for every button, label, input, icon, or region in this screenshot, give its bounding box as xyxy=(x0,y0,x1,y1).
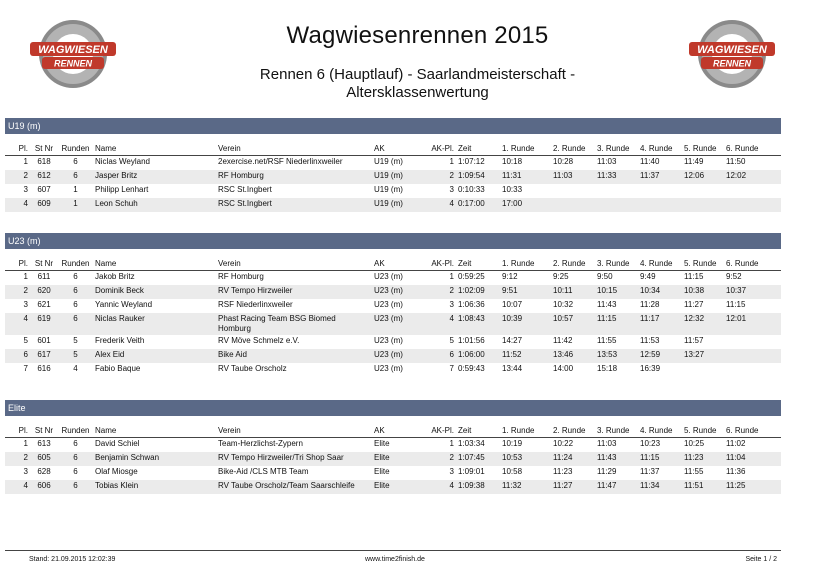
table-row xyxy=(5,349,781,363)
cell-lap-2 xyxy=(551,198,595,212)
column-header-lap-5: 5. Runde xyxy=(682,257,724,271)
cell-age-class: U23 (m) xyxy=(372,313,416,335)
cell-name: David Schiel xyxy=(95,439,140,448)
cell-age-class-place: 2 xyxy=(416,170,456,184)
column-header-lap-1: 1. Runde xyxy=(500,424,551,438)
cell-club: RV Taube Orscholz/Team Saarschleife xyxy=(216,480,372,494)
cell-total-time: 1:09:01 xyxy=(458,467,485,476)
cell-lap-1: 9:12 xyxy=(502,272,518,281)
cell-lap-4: 11:34 xyxy=(638,480,682,494)
cell-name: Tobias Klein xyxy=(93,480,216,494)
cell-lap-3: 11:55 xyxy=(597,336,617,345)
cell-lap-6 xyxy=(724,335,781,349)
section-u23 xyxy=(5,233,781,377)
table-row xyxy=(5,271,781,286)
cell-lap-3: 11:47 xyxy=(595,480,638,494)
cell-age-class-place: 6 xyxy=(416,349,456,363)
cell-total-time: 1:03:34 xyxy=(458,439,485,448)
logo-text-line2: RENNEN xyxy=(712,58,752,69)
cell-lap-3: 9:50 xyxy=(597,272,613,281)
cell-age-class-place: 2 xyxy=(416,285,456,299)
cell-place: 1 xyxy=(23,439,28,448)
cell-total-time: 1:06:36 xyxy=(458,300,485,309)
column-header-lap-2: 2. Runde xyxy=(551,424,595,438)
logo-text-line2: RENNEN xyxy=(53,58,93,69)
cell-start-number: 620 xyxy=(30,285,58,299)
cell-club: RSF Niederlinxweiler xyxy=(218,300,293,309)
cell-start-number: 611 xyxy=(37,272,51,281)
cell-lap-2: 10:32 xyxy=(553,300,574,309)
cell-lap-6: 12:01 xyxy=(724,313,781,335)
cell-lap-2: 9:25 xyxy=(553,272,569,281)
column-header-lap-3: 3. Runde xyxy=(595,424,638,438)
cell-lap-6: 12:02 xyxy=(724,170,781,184)
cell-lap-3: 11:33 xyxy=(595,170,638,184)
cell-lap-6: 9:52 xyxy=(726,272,742,281)
cell-laps: 4 xyxy=(73,364,78,373)
cell-age-class-place: 7 xyxy=(449,364,454,373)
page-subtitle: Rennen 6 (Hauptlauf) - Saarlandmeisterschaft - Altersklassenwertung xyxy=(259,66,576,101)
cell-lap-5: 11:23 xyxy=(682,452,724,466)
cell-lap-4: 11:40 xyxy=(640,157,660,166)
column-header-laps: Runden xyxy=(58,424,93,438)
cell-lap-5: 11:49 xyxy=(684,157,704,166)
column-header-name: Name xyxy=(93,424,216,438)
cell-club: Phast Racing Team BSG Biomed Homburg xyxy=(216,313,372,335)
cell-lap-1: 10:33 xyxy=(502,185,523,194)
column-header-laps: Runden xyxy=(58,142,93,156)
cell-lap-4 xyxy=(638,198,682,212)
cell-lap-2: 11:27 xyxy=(551,480,595,494)
cell-age-class-place: 3 xyxy=(449,300,454,309)
cell-total-time: 0:59:25 xyxy=(458,272,485,281)
cell-lap-2: 14:00 xyxy=(553,364,574,373)
cell-name: Niclas Rauker xyxy=(93,313,216,335)
column-header-lap-1: 1. Runde xyxy=(500,257,551,271)
column-header-name: Name xyxy=(93,142,216,156)
cell-start-number: 613 xyxy=(37,439,51,448)
column-header-age-class-place: AK-Pl. xyxy=(416,424,456,438)
cell-total-time: 1:01:56 xyxy=(458,336,485,345)
table-row xyxy=(5,480,781,494)
cell-total-time: 1:06:00 xyxy=(456,349,500,363)
cell-lap-2: 11:24 xyxy=(551,452,595,466)
cell-lap-1: 11:32 xyxy=(500,480,551,494)
cell-lap-3: 10:15 xyxy=(595,285,638,299)
cell-start-number: 605 xyxy=(30,452,58,466)
cell-lap-5: 12:32 xyxy=(682,313,724,335)
cell-lap-2: 13:46 xyxy=(551,349,595,363)
cell-lap-1: 10:58 xyxy=(502,467,523,476)
cell-name: Frederik Veith xyxy=(95,336,145,345)
cell-laps: 5 xyxy=(58,349,93,363)
cell-lap-1: 13:44 xyxy=(502,364,523,373)
cell-lap-5: 11:27 xyxy=(684,300,704,309)
cell-lap-1: 11:52 xyxy=(500,349,551,363)
cell-start-number: 601 xyxy=(37,336,51,345)
cell-lap-6: 11:04 xyxy=(724,452,781,466)
column-header-age-class-place: AK-Pl. xyxy=(416,257,456,271)
cell-age-class: U23 (m) xyxy=(372,285,416,299)
table-row xyxy=(5,335,781,349)
cell-place: 3 xyxy=(23,185,28,194)
cell-age-class-place: 3 xyxy=(449,467,454,476)
cell-age-class: Elite xyxy=(374,467,390,476)
cell-laps: 6 xyxy=(58,170,93,184)
cell-lap-6 xyxy=(724,363,781,377)
cell-lap-1: 17:00 xyxy=(500,198,551,212)
cell-place: 2 xyxy=(5,170,30,184)
cell-laps: 6 xyxy=(58,480,93,494)
cell-lap-5: 11:51 xyxy=(682,480,724,494)
cell-age-class-place: 5 xyxy=(449,336,454,345)
table-row xyxy=(5,184,781,198)
column-header-age-class: AK xyxy=(372,142,416,156)
column-header-lap-6: 6. Runde xyxy=(724,257,781,271)
cell-lap-4: 11:15 xyxy=(638,452,682,466)
cell-lap-3: 11:43 xyxy=(597,300,617,309)
cell-age-class: U23 (m) xyxy=(374,336,403,345)
cell-age-class: Elite xyxy=(374,439,390,448)
cell-total-time: 1:07:12 xyxy=(458,157,485,166)
cell-lap-3: 11:43 xyxy=(595,452,638,466)
column-header-start-number: St Nr xyxy=(30,142,58,156)
cell-start-number: 617 xyxy=(30,349,58,363)
cell-place: 7 xyxy=(23,364,28,373)
table-row xyxy=(5,452,781,466)
cell-club: RV Tempo Hirzweiler/Tri Shop Saar xyxy=(216,452,372,466)
cell-lap-4: 11:53 xyxy=(640,336,660,345)
results-table xyxy=(5,424,781,494)
cell-lap-4: 10:23 xyxy=(640,439,661,448)
section-header: U19 (m) xyxy=(5,118,781,134)
column-header-age-class: AK xyxy=(372,424,416,438)
cell-laps: 6 xyxy=(58,313,93,335)
cell-start-number: 612 xyxy=(30,170,58,184)
column-header-lap-2: 2. Runde xyxy=(551,257,595,271)
cell-lap-1: 10:19 xyxy=(502,439,523,448)
cell-lap-4: 10:34 xyxy=(638,285,682,299)
cell-club: RF Homburg xyxy=(216,170,372,184)
column-header-start-number: St Nr xyxy=(30,424,58,438)
cell-total-time: 1:09:54 xyxy=(456,170,500,184)
footer-timestamp: Stand: 21.09.2015 12:02:39 xyxy=(29,556,116,563)
cell-name: Niclas Weyland xyxy=(95,157,150,166)
cell-age-class-place: 4 xyxy=(416,480,456,494)
column-header-lap-4: 4. Runde xyxy=(638,424,682,438)
column-header-total-time: Zeit xyxy=(456,257,500,271)
cell-lap-5 xyxy=(682,184,724,198)
cell-lap-1: 10:07 xyxy=(502,300,523,309)
cell-lap-5: 10:25 xyxy=(684,439,705,448)
cell-laps: 6 xyxy=(73,157,78,166)
cell-age-class-place: 4 xyxy=(416,198,456,212)
column-header-lap-5: 5. Runde xyxy=(682,424,724,438)
column-header-place: Pl. xyxy=(5,257,30,271)
cell-laps: 6 xyxy=(73,300,78,309)
cell-place: 4 xyxy=(5,480,30,494)
cell-lap-3: 11:03 xyxy=(597,439,617,448)
cell-lap-5 xyxy=(682,198,724,212)
cell-club: RSC St.Ingbert xyxy=(218,185,272,194)
cell-total-time: 0:17:00 xyxy=(456,198,500,212)
cell-laps: 6 xyxy=(58,285,93,299)
cell-lap-6: 11:02 xyxy=(726,439,746,448)
cell-lap-2: 10:28 xyxy=(553,157,574,166)
column-header-laps: Runden xyxy=(58,257,93,271)
cell-club: RV Tempo Hirzweiler xyxy=(216,285,372,299)
column-header-club: Verein xyxy=(216,142,372,156)
cell-lap-6: 11:15 xyxy=(726,300,746,309)
column-header-lap-6: 6. Runde xyxy=(724,142,781,156)
cell-lap-3: 15:18 xyxy=(597,364,618,373)
cell-lap-1: 10:53 xyxy=(500,452,551,466)
logo-text-line1: WAGWIESEN xyxy=(38,44,108,56)
cell-lap-4: 16:39 xyxy=(640,364,661,373)
cell-age-class: U19 (m) xyxy=(374,157,403,166)
cell-total-time: 1:02:09 xyxy=(456,285,500,299)
cell-name: Jakob Britz xyxy=(95,272,135,281)
table-header-row xyxy=(5,142,781,156)
table-row xyxy=(5,466,781,480)
column-header-age-class-place: AK-Pl. xyxy=(416,142,456,156)
cell-place: 4 xyxy=(5,313,30,335)
cell-lap-5: 10:38 xyxy=(682,285,724,299)
column-header-start-number: St Nr xyxy=(30,257,58,271)
cell-lap-2: 11:23 xyxy=(553,467,573,476)
column-header-total-time: Zeit xyxy=(456,424,500,438)
cell-club: RSC St.Ingbert xyxy=(216,198,372,212)
cell-age-class-place: 3 xyxy=(449,185,454,194)
column-header-lap-1: 1. Runde xyxy=(500,142,551,156)
cell-lap-1: 9:51 xyxy=(500,285,551,299)
cell-start-number: 628 xyxy=(37,467,51,476)
cell-name: Olaf Miosge xyxy=(95,467,138,476)
table-row xyxy=(5,285,781,299)
cell-laps: 1 xyxy=(58,198,93,212)
cell-lap-3: 11:29 xyxy=(597,467,617,476)
cell-place: 3 xyxy=(23,300,28,309)
cell-start-number: 618 xyxy=(37,157,51,166)
column-header-club: Verein xyxy=(216,424,372,438)
cell-lap-6 xyxy=(724,349,781,363)
column-header-lap-4: 4. Runde xyxy=(638,257,682,271)
cell-age-class-place: 1 xyxy=(449,272,454,281)
section-header: U23 (m) xyxy=(5,233,781,249)
cell-lap-4: 12:59 xyxy=(638,349,682,363)
cell-lap-5: 11:15 xyxy=(684,272,704,281)
table-row xyxy=(5,313,781,335)
page-title: Wagwiesenrennen 2015 xyxy=(286,22,549,49)
cell-name: Philipp Lenhart xyxy=(95,185,149,194)
column-header-total-time: Zeit xyxy=(456,142,500,156)
cell-age-class-place: 1 xyxy=(449,439,454,448)
table-row xyxy=(5,438,781,453)
results-table xyxy=(5,257,781,377)
cell-age-class-place: 2 xyxy=(416,452,456,466)
cell-age-class: Elite xyxy=(372,452,416,466)
cell-lap-5: 11:57 xyxy=(684,336,704,345)
cell-club: Bike-Aid /CLS MTB Team xyxy=(218,467,309,476)
cell-place: 1 xyxy=(23,272,28,281)
cell-lap-6: 11:36 xyxy=(726,467,746,476)
cell-lap-4: 11:37 xyxy=(638,170,682,184)
table-header-row xyxy=(5,257,781,271)
cell-start-number: 607 xyxy=(37,185,51,194)
cell-age-class: Elite xyxy=(372,480,416,494)
cell-lap-1: 10:39 xyxy=(500,313,551,335)
cell-club: RV Möve Schmelz e.V. xyxy=(218,336,300,345)
cell-laps: 6 xyxy=(73,439,78,448)
cell-age-class: U23 (m) xyxy=(374,272,403,281)
cell-lap-5: 11:55 xyxy=(684,467,704,476)
cell-lap-3 xyxy=(595,198,638,212)
cell-lap-1: 11:31 xyxy=(500,170,551,184)
results-table xyxy=(5,142,781,212)
cell-name: Alex Eid xyxy=(93,349,216,363)
cell-lap-4 xyxy=(638,184,682,198)
page-footer xyxy=(5,550,781,567)
cell-lap-4: 11:28 xyxy=(640,300,660,309)
cell-lap-3: 13:53 xyxy=(595,349,638,363)
cell-name: Leon Schuh xyxy=(93,198,216,212)
cell-club: RV Taube Orscholz xyxy=(218,364,287,373)
cell-total-time: 1:09:38 xyxy=(456,480,500,494)
cell-lap-6: 11:25 xyxy=(724,480,781,494)
cell-lap-4: 11:37 xyxy=(640,467,660,476)
cell-place: 6 xyxy=(5,349,30,363)
cell-age-class: U23 (m) xyxy=(374,300,403,309)
logo-text-line1: WAGWIESEN xyxy=(697,44,767,56)
section-header: Elite xyxy=(5,400,781,416)
cell-age-class: U23 (m) xyxy=(374,364,403,373)
table-row xyxy=(5,156,781,171)
cell-lap-2: 11:42 xyxy=(553,336,573,345)
table-header-row xyxy=(5,424,781,438)
cell-lap-2: 10:11 xyxy=(551,285,595,299)
cell-name: Jasper Britz xyxy=(93,170,216,184)
cell-place: 3 xyxy=(23,467,28,476)
column-header-place: Pl. xyxy=(5,424,30,438)
cell-club: 2exercise.net/RSF Niederlinxweiler xyxy=(218,157,343,166)
table-row xyxy=(5,170,781,184)
cell-laps: 6 xyxy=(73,467,78,476)
cell-lap-4: 9:49 xyxy=(640,272,656,281)
cell-age-class: U19 (m) xyxy=(372,170,416,184)
cell-name: Yannic Weyland xyxy=(95,300,153,309)
cell-lap-4: 11:17 xyxy=(638,313,682,335)
section-u19 xyxy=(5,118,781,212)
cell-age-class: U19 (m) xyxy=(374,185,403,194)
table-row xyxy=(5,198,781,212)
cell-lap-2 xyxy=(551,184,595,198)
cell-lap-6 xyxy=(724,198,781,212)
cell-age-class: U23 (m) xyxy=(372,349,416,363)
section-elite xyxy=(5,400,781,494)
cell-lap-6: 11:50 xyxy=(726,157,746,166)
cell-club: Team-Herzlichst-Zypern xyxy=(218,439,303,448)
footer-website: www.time2finish.de xyxy=(365,556,425,563)
cell-place: 2 xyxy=(5,452,30,466)
cell-lap-2: 10:22 xyxy=(553,439,574,448)
cell-lap-5: 12:06 xyxy=(682,170,724,184)
cell-total-time: 0:10:33 xyxy=(458,185,485,194)
cell-lap-5: 13:27 xyxy=(682,349,724,363)
footer-page-number: Seite 1 / 2 xyxy=(745,556,777,563)
cell-lap-2: 11:03 xyxy=(551,170,595,184)
column-header-lap-6: 6. Runde xyxy=(724,424,781,438)
cell-lap-3: 11:15 xyxy=(595,313,638,335)
cell-lap-5 xyxy=(682,363,724,377)
cell-age-class-place: 1 xyxy=(449,157,454,166)
cell-age-class: U19 (m) xyxy=(372,198,416,212)
cell-lap-6 xyxy=(724,184,781,198)
cell-place: 1 xyxy=(23,157,28,166)
cell-laps: 6 xyxy=(58,452,93,466)
cell-laps: 6 xyxy=(73,272,78,281)
cell-start-number: 616 xyxy=(37,364,51,373)
cell-total-time: 0:59:43 xyxy=(458,364,485,373)
cell-lap-2: 10:57 xyxy=(551,313,595,335)
cell-lap-1: 14:27 xyxy=(502,336,523,345)
table-row xyxy=(5,299,781,313)
cell-start-number: 619 xyxy=(30,313,58,335)
column-header-club: Verein xyxy=(216,257,372,271)
cell-total-time: 1:07:45 xyxy=(456,452,500,466)
table-row xyxy=(5,363,781,377)
column-header-lap-3: 3. Runde xyxy=(595,257,638,271)
column-header-lap-3: 3. Runde xyxy=(595,142,638,156)
cell-place: 2 xyxy=(5,285,30,299)
cell-name: Fabio Baque xyxy=(95,364,141,373)
cell-age-class-place: 4 xyxy=(416,313,456,335)
cell-name: Benjamin Schwan xyxy=(93,452,216,466)
cell-lap-1: 10:18 xyxy=(502,157,523,166)
cell-name: Dominik Beck xyxy=(93,285,216,299)
column-header-lap-5: 5. Runde xyxy=(682,142,724,156)
cell-club: Bike Aid xyxy=(216,349,372,363)
cell-lap-3: 11:03 xyxy=(597,157,617,166)
cell-start-number: 606 xyxy=(30,480,58,494)
cell-start-number: 609 xyxy=(30,198,58,212)
column-header-age-class: AK xyxy=(372,257,416,271)
cell-place: 4 xyxy=(5,198,30,212)
cell-lap-6: 10:37 xyxy=(724,285,781,299)
cell-laps: 1 xyxy=(73,185,78,194)
cell-total-time: 1:08:43 xyxy=(456,313,500,335)
cell-lap-3 xyxy=(595,184,638,198)
cell-place: 5 xyxy=(23,336,28,345)
cell-laps: 5 xyxy=(73,336,78,345)
column-header-place: Pl. xyxy=(5,142,30,156)
cell-club: RF Homburg xyxy=(218,272,264,281)
column-header-lap-4: 4. Runde xyxy=(638,142,682,156)
column-header-name: Name xyxy=(93,257,216,271)
column-header-lap-2: 2. Runde xyxy=(551,142,595,156)
cell-start-number: 621 xyxy=(37,300,51,309)
